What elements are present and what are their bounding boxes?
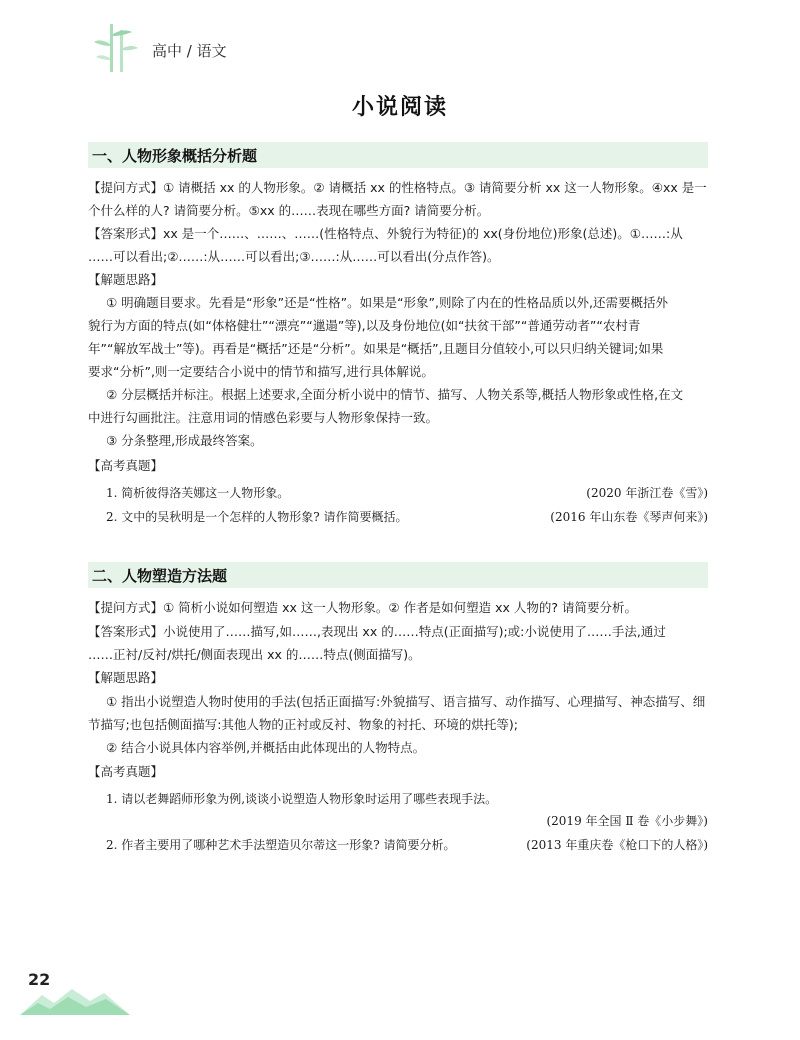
section-1-heading-bar (88, 142, 708, 168)
exam-question: 1. 请以老舞蹈师形象为例,谈谈小说塑造人物形象时运用了哪些表现手法。 (106, 792, 498, 806)
body-line: ……正衬/反衬/烘托/侧面表现出 xx 的……特点(侧面描写)。 (88, 647, 421, 662)
body-line: ② 分层概括并标注。根据上述要求,全面分析小说中的情节、描写、人物关系等,概括人物形象或性格,在文 (106, 387, 684, 402)
body-line: ……可以看出;②……:从……可以看出;③……:从……可以看出(分点作答)。 (88, 249, 500, 264)
body-line: 【提问方式】① 简析小说如何塑造 xx 这一人物形象。② 作者是如何塑造 xx 人物的? 请简要分析。 (88, 600, 637, 615)
exam-source: (2013 年重庆卷《枪口下的人格》) (526, 838, 708, 852)
body-line: 中进行勾画批注。注意用词的情感色彩要与人物形象保持一致。 (88, 410, 439, 425)
section-1-heading: 一、人物形象概括分析题 (92, 147, 258, 165)
body-line: 【解题思路】 (88, 272, 164, 287)
body-line: ① 明确题目要求。先看是“形象”还是“性格”。如果是“形象”,则除了内在的性格品质以外,还需要概括外 (106, 295, 668, 310)
body-line: 【答案形式】小说使用了……描写,如……,表现出 xx 的……特点(正面描写);或:小说使用了……手法,通过 (88, 624, 666, 639)
body-line: 年”“解放军战士”等)。再看是“概括”还是“分析”。如果是“概括”,且题目分值较小,可以只归纳关键词;如果 (88, 341, 664, 356)
body-line: ② 结合小说具体内容举例,并概括由此体现出的人物特点。 (106, 740, 426, 755)
subject-label: 高中 / 语文 (152, 42, 227, 60)
exam-source: (2019 年全国 Ⅱ 卷《小步舞》) (546, 814, 708, 828)
body-line: 个什么样的人? 请简要分析。⑤xx 的……表现在哪些方面? 请简要分析。 (88, 203, 490, 218)
body-line: 【提问方式】① 请概括 xx 的人物形象。② 请概括 xx 的性格特点。③ 请简要分析 xx 这一人物形象。④xx 是一 (88, 180, 707, 195)
bamboo-icon (92, 22, 140, 74)
section-2-heading-bar (88, 562, 708, 588)
body-line: 要求“分析”,则一定要结合小说中的情节和描写,进行具体解说。 (88, 364, 434, 379)
section-2-heading: 二、人物塑造方法题 (92, 567, 228, 585)
body-line: 【高考真题】 (88, 458, 164, 473)
body-line: 节描写;也包括侧面描写:其他人物的正衬或反衬、物象的衬托、环境的烘托等); (88, 717, 519, 732)
exam-question: 1. 简析彼得洛芙娜这一人物形象。 (106, 486, 290, 500)
exam-question: 2. 作者主要用了哪种艺术手法塑造贝尔蒂这一形象? 请简要分析。 (106, 838, 456, 852)
mountain-icon (20, 985, 130, 1015)
exam-source: (2016 年山东卷《琴声何来》) (550, 510, 708, 524)
body-line: ① 指出小说塑造人物时使用的手法(包括正面描写:外貌描写、语言描写、动作描写、心理描写、神态描写、细 (106, 694, 706, 709)
body-line: 貌行为方面的特点(如“体格健壮”“漂亮”“邋遢”等),以及身份地位(如“扶贫干部”“普通劳动者”“农村青 (88, 318, 641, 333)
body-line: 【答案形式】xx 是一个……、……、……(性格特点、外貌行为特征)的 xx(身份地位)形象(总述)。①……:从 (88, 226, 683, 241)
page-title: 小说阅读 (351, 95, 448, 120)
page-number: 22 (28, 970, 51, 989)
body-line: ③ 分条整理,形成最终答案。 (106, 433, 263, 448)
body-line: 【高考真题】 (88, 764, 164, 779)
exam-source: (2020 年浙江卷《雪》) (586, 486, 708, 500)
body-line: 【解题思路】 (88, 670, 164, 685)
exam-question: 2. 文中的吴秋明是一个怎样的人物形象? 请作简要概括。 (106, 510, 408, 524)
